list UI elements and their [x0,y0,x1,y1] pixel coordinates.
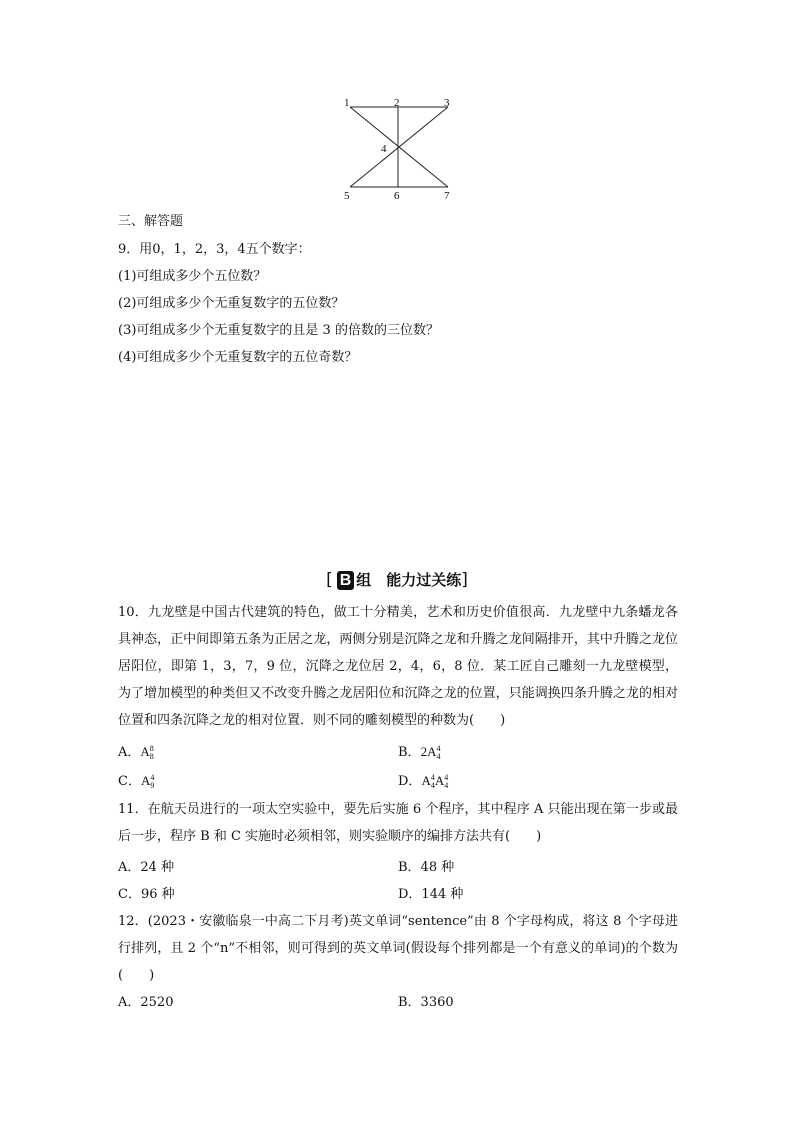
option-label: C． [118,774,141,789]
perm-symbol: A8 8 [140,744,154,762]
point-label-1: 1 [344,97,350,109]
section-title: 三、解答题 [118,214,184,229]
group-b-title: 组 能力过关练 [356,571,462,589]
point-label-7: 7 [444,190,450,202]
group-b-badge: B [337,571,355,590]
option-label: D． [398,774,422,789]
q10-option-c [118,770,154,790]
option-label: B． [398,745,421,760]
option-label: A． [118,745,141,760]
question-9-part-1: (1)可组成多少个五位数？ [118,269,267,284]
perm-symbol: 2A4 4 [420,744,441,762]
bracket-left: [ [326,570,333,590]
q10-option-b [398,741,440,761]
point-label-4: 4 [381,143,387,155]
question-9-stem: 9．用0，1，2，3，4五个数字： [118,242,311,257]
perm-symbol: A4 9 [140,773,155,791]
question-12-text: 12．(2023・安徽临泉一中高二下月考)英文单词“sentence”由 8 个字母构成，将这 8 个字母进行排列，且 2 个“n”不相邻，则可得到的英文单词(假设每个排列都是一个有意义的单词)的个数为( ) [118,914,678,983]
q12-option-b: B．3360 [398,995,454,1010]
bracket-right: ] [461,570,468,590]
point-label-5: 5 [344,190,350,202]
q11-option-c: C．96 种 [118,887,175,902]
point-label-6: 6 [394,190,400,202]
q11-option-b: B．48 种 [398,860,455,875]
point-label-2: 2 [394,97,400,109]
question-11-text: 11．在航天员进行的一项太空实验中，要先后实施 6 个程序，其中程序 A 只能出现在第一步或最后一步，程序 B 和 C 实施时必须相邻，则实验顺序的编排方法共有( ) [118,802,678,844]
question-9-part-2: (2)可组成多少个无重复数字的五位数？ [118,296,345,311]
q10-option-a [118,741,154,761]
q10-option-d [398,770,448,790]
q11-option-a: A．24 种 [118,860,175,875]
question-9-part-3: (3)可组成多少个无重复数字的且是 3 的倍数的三位数？ [118,323,439,338]
question-9-part-4: (4)可组成多少个无重复数字的五位奇数？ [118,350,358,365]
point-label-3: 3 [444,97,450,109]
geometry-diagram [340,95,460,205]
perm-symbol: A4 4A4 4 [421,773,449,791]
q12-option-a: A．2520 [118,995,174,1010]
group-b-header [0,569,794,590]
question-10-text: 10．九龙壁是中国古代建筑的特色，做工十分精美，艺术和历史价值很高．九龙壁中九条蟠龙各具神态，正中间即第五条为正居之龙，两侧分别是沉降之龙和升腾之龙间隔排开，其中升腾之龙位居阳位，即第 1，3，7，9 位，沉降之龙位居 2，4，6，8 位．某工匠自己雕刻一九龙壁模型，为了增加模型的种类但又不改变升腾之龙居阳位和沉降之龙的位置，只能调换四条升腾之龙的相对位置和四条沉降之龙的相对位置．则不同的雕刻模型的种数为( ) [118,605,678,728]
q11-option-d: D．144 种 [398,887,464,902]
